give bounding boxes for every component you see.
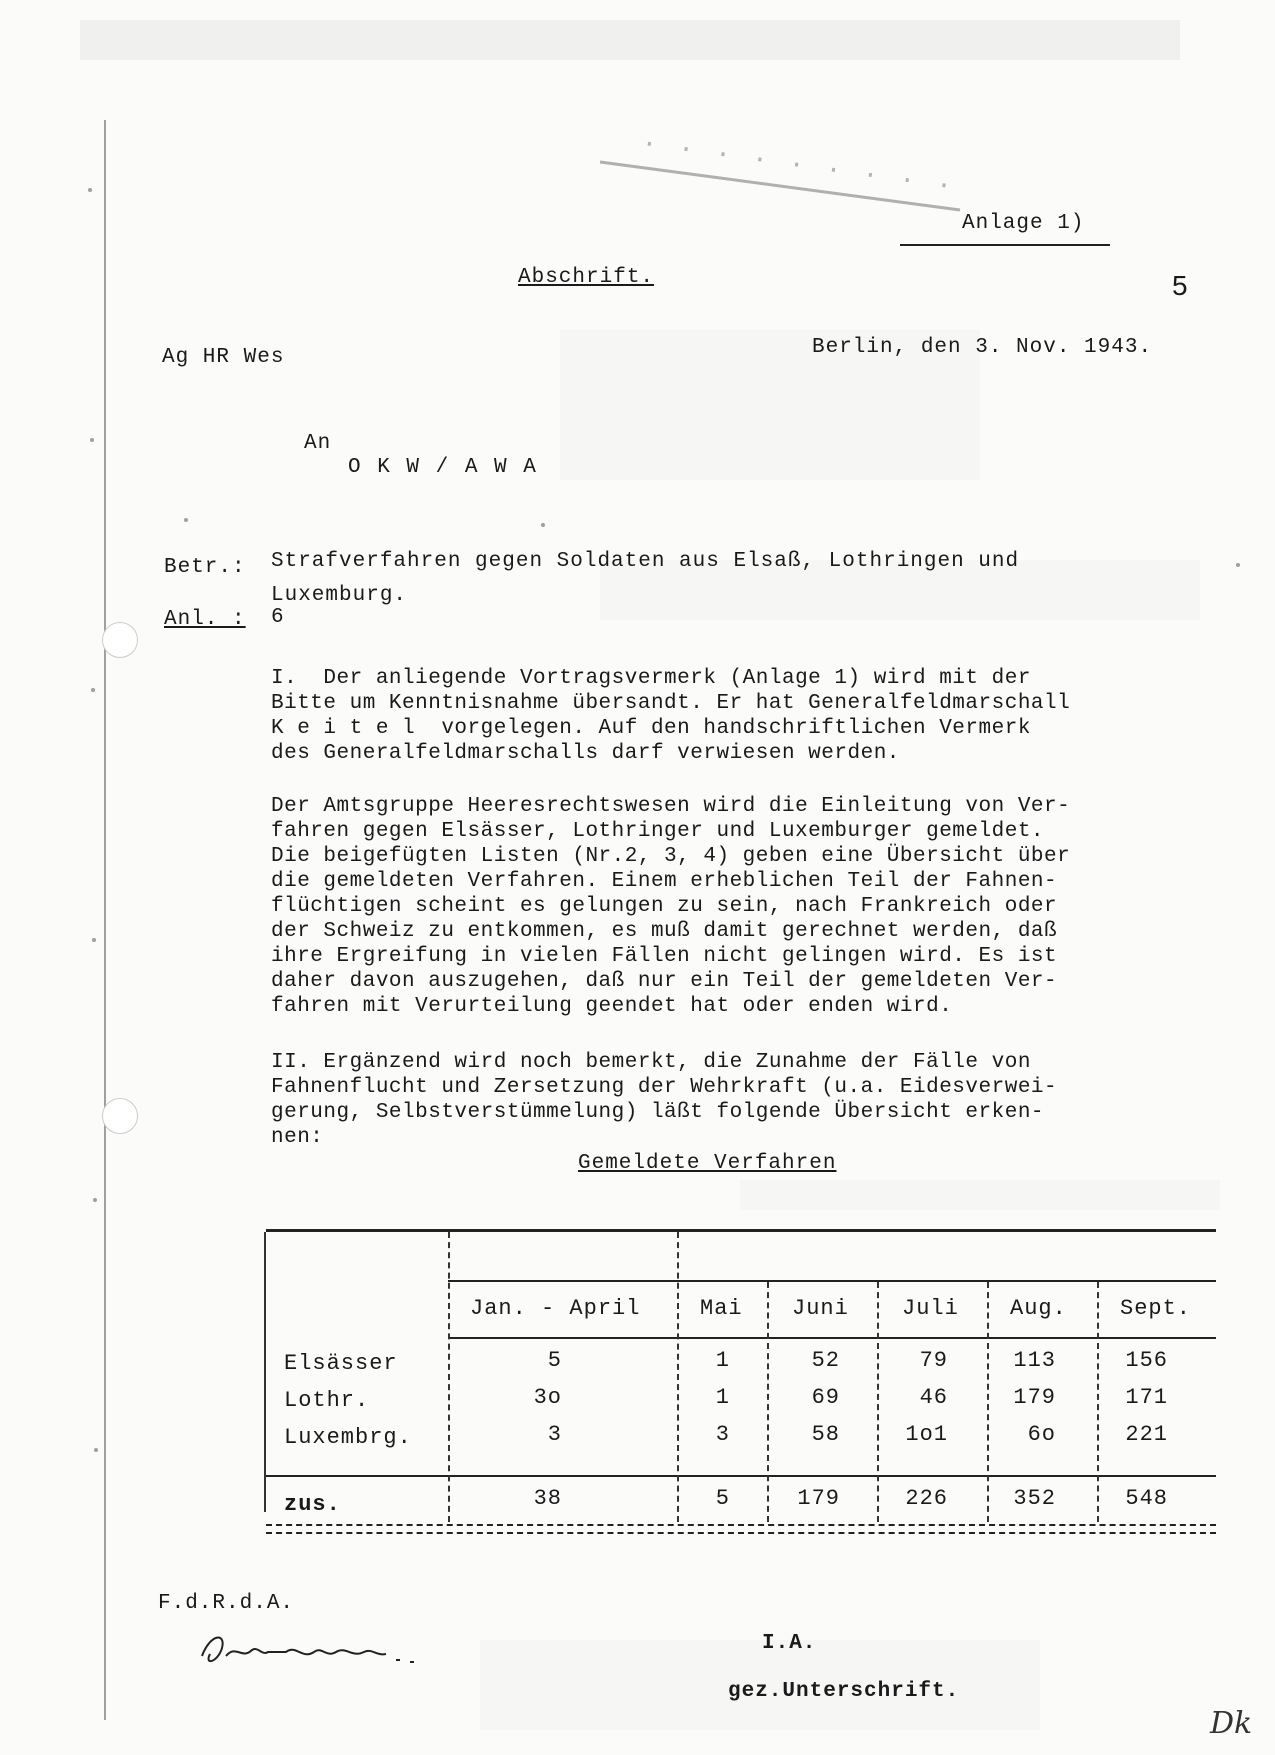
column-header: Sept. <box>1120 1296 1192 1321</box>
total-cell: 5 <box>715 1486 730 1511</box>
table-cell: 171 <box>1125 1385 1168 1410</box>
table-cell: 79 <box>919 1348 948 1373</box>
place-date: Berlin, den 3. Nov. 1943. <box>812 336 1153 359</box>
table-cell: 3 <box>715 1422 730 1447</box>
col-divider <box>877 1282 879 1522</box>
paragraph-1: I. Der anliegende Vortragsvermerk (Anlage 1) wird mit der Bitte um Kenntnisnahme übersandt. Er hat Generalfeldmarschall K e i t e l vorgelegen. Auf den handschriftlichen Vermerk des Generalfeldmarschalls darf verwiesen werden. <box>271 667 1071 765</box>
col-divider <box>987 1282 989 1522</box>
margin-fold-line <box>104 120 106 1720</box>
punch-hole <box>102 1098 138 1134</box>
punch-hole <box>102 622 138 658</box>
total-label: zus. <box>284 1492 341 1517</box>
subject-label: Betr.: <box>164 556 246 579</box>
table-cell: 113 <box>1013 1348 1056 1373</box>
table-cell: 3 <box>547 1422 562 1447</box>
table-cell: 58 <box>811 1422 840 1447</box>
table-title: Gemeldete Verfahren <box>578 1152 837 1175</box>
table-cell: 6o <box>1027 1422 1056 1447</box>
col-divider <box>677 1232 679 1522</box>
attachments-label: Anl. : <box>164 608 246 631</box>
annex-reference: Anlage 1) <box>962 212 1085 235</box>
table-cell: 46 <box>919 1385 948 1410</box>
handwritten-signature <box>196 1626 436 1676</box>
table-sum-rule <box>266 1475 1216 1477</box>
faded-stamp: · · · · · · · · · <box>639 128 957 202</box>
signature-note: gez.Unterschrift. <box>728 1680 960 1703</box>
column-header: Juni <box>792 1296 849 1321</box>
column-header: Aug. <box>1010 1296 1067 1321</box>
table-header-rule-2 <box>448 1337 1216 1339</box>
table-cell: 221 <box>1125 1422 1168 1447</box>
paragraph-2: Der Amtsgruppe Heeresrechtswesen wird die Einleitung von Ver- fahren gegen Elsässer, Lothringer und Luxemburger gemeldet. Die beigefügten Listen (Nr.2, 3, 4) geben eine Übersicht über die gemeldeten Verfahren. Einem erheblichen Teil der Fahnen- flüchtigen scheint es gelungen zu sein, nach Frankreich oder der Schweiz zu entkommen, es muß damit gerechnet werden, daß ihre Ergreifung in vielen Fällen nicht gelingen wird. Es ist daher davon auszugehen, daß nur ein Teil der gemeldeten Ver- fahren mit Verurteilung geendet hat oder enden wird. <box>271 795 1071 1018</box>
table-cell: 1o1 <box>905 1422 948 1447</box>
table-cell: 1 <box>715 1385 730 1410</box>
table-cell: 156 <box>1125 1348 1168 1373</box>
row-label: Luxembrg. <box>284 1425 412 1450</box>
table-header-rule <box>448 1280 1216 1282</box>
col-divider <box>1097 1282 1099 1522</box>
subject-line-2: Luxemburg. <box>271 584 408 607</box>
table-cell: 3o <box>533 1385 562 1410</box>
total-cell: 179 <box>797 1486 840 1511</box>
total-cell: 38 <box>533 1486 562 1511</box>
table-bottom-rule <box>266 1524 1216 1534</box>
total-cell: 352 <box>1013 1486 1056 1511</box>
table-cell: 69 <box>811 1385 840 1410</box>
total-cell: 548 <box>1125 1486 1168 1511</box>
table-left-rule <box>264 1232 266 1512</box>
addressee-label: An <box>304 432 332 455</box>
column-header: Juli <box>902 1296 959 1321</box>
column-header: Jan. - April <box>470 1296 641 1321</box>
column-header: Mai <box>700 1296 743 1321</box>
fdrda-note: F.d.R.d.A. <box>158 1592 295 1615</box>
table-cell: 1 <box>715 1348 730 1373</box>
page-number: 5 <box>1172 270 1188 301</box>
i-a-note: I.A. <box>762 1632 817 1655</box>
subject-line-1: Strafverfahren gegen Soldaten aus Elsaß, Lothringen und <box>271 550 1020 573</box>
total-cell: 226 <box>905 1486 948 1511</box>
col-divider <box>448 1232 450 1522</box>
document-title: Abschrift. <box>518 266 655 289</box>
addressee: O K W / A W A <box>348 456 538 479</box>
table-top-rule <box>266 1229 1216 1232</box>
paragraph-3: II. Ergänzend wird noch bemerkt, die Zunahme der Fälle von Fahnenflucht und Zersetzung der Wehrkraft (u.a. Eidesverwei- gerung, Selbstverstümmelung) läßt folgende Übersicht erken- nen: <box>271 1051 1058 1149</box>
attachments-value: 6 <box>271 606 285 629</box>
col-divider <box>767 1282 769 1522</box>
row-label: Elsässer <box>284 1351 398 1376</box>
corner-initials: Dk <box>1210 1706 1253 1741</box>
table-cell: 52 <box>811 1348 840 1373</box>
sender-code: Ag HR Wes <box>162 346 285 369</box>
row-label: Lothr. <box>284 1388 370 1413</box>
table-cell: 179 <box>1013 1385 1056 1410</box>
table-cell: 5 <box>547 1348 562 1373</box>
